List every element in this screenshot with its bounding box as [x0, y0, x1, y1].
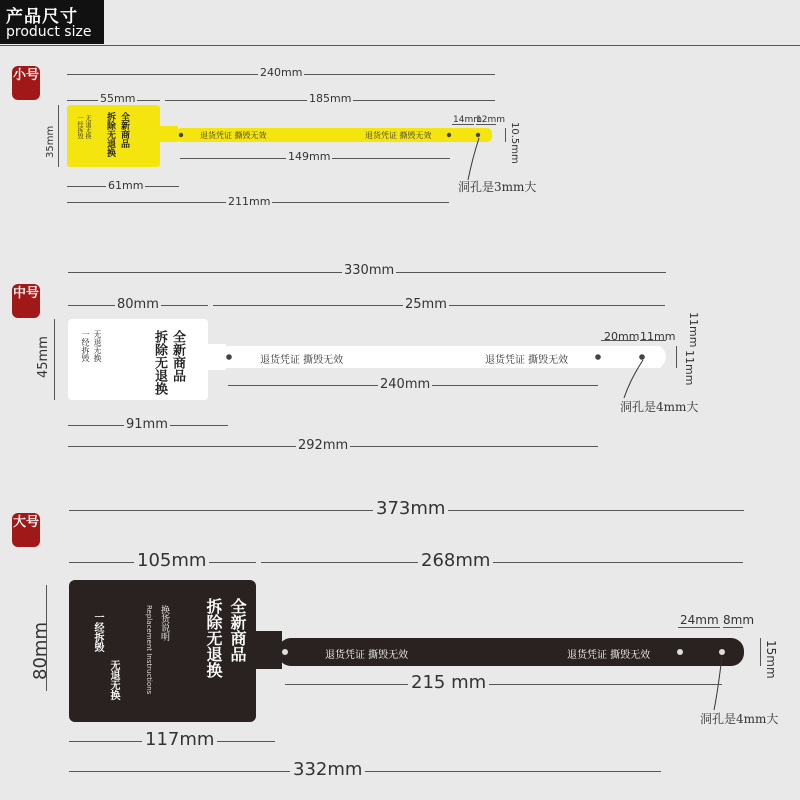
large-card-title-2: 拆除无退换 — [204, 598, 223, 678]
large-tip-a-line — [678, 627, 720, 628]
medium-total-length: 330mm — [344, 263, 395, 278]
large-hole-span: 215 mm — [408, 672, 489, 693]
large-tip-b-line — [723, 627, 743, 628]
small-card-small-1: 一经拆毁 — [76, 115, 83, 139]
small-hole-span: 149mm — [288, 150, 331, 163]
medium-hole-note: 洞孔是4mm大 — [620, 400, 699, 414]
medium-tip-b: 11mm — [640, 330, 676, 343]
large-hole-note: 洞孔是4mm大 — [700, 712, 779, 726]
large-tag-neck — [254, 631, 282, 669]
small-card-title-1: 全新商品 — [119, 112, 129, 148]
small-hole-note: 洞孔是3mm大 — [458, 180, 537, 194]
medium-card-title-1: 全新商品 — [170, 330, 185, 382]
small-size-badge: 小号 — [12, 66, 40, 100]
medium-card-title-2: 拆除无退换 — [152, 330, 167, 395]
small-card-width: 55mm — [100, 92, 136, 105]
large-card-height: 80mm — [30, 622, 51, 680]
large-tag-hole — [282, 649, 288, 655]
medium-hole-span: 240mm — [380, 377, 431, 392]
large-size-badge: 大号 — [12, 513, 40, 547]
small-tag-hole — [447, 133, 451, 137]
large-card-sub: 换货说明 — [159, 605, 169, 641]
medium-strap-text-2: 退货凭证 撕毁无效 — [485, 355, 569, 366]
medium-strap-width-line — [676, 346, 677, 368]
large-card-small-2: 无退无换 — [108, 660, 119, 700]
small-tag-neck — [158, 126, 178, 142]
large-card-width: 105mm — [134, 550, 209, 571]
medium-side-note: 11mm — [687, 312, 700, 348]
small-total-length: 240mm — [260, 66, 303, 79]
large-strap-text-1: 退货凭证 撕毁无效 — [325, 650, 409, 661]
medium-tag-hole — [595, 354, 601, 360]
medium-card-width: 80mm — [117, 297, 159, 312]
medium-strap-width: 11mm — [683, 350, 696, 386]
large-tip-b: 8mm — [723, 613, 755, 627]
medium-to-last-hole: 292mm — [298, 438, 349, 453]
large-total-length: 373mm — [373, 498, 448, 519]
small-tag-hole — [476, 133, 480, 137]
medium-tag-hole — [639, 354, 645, 360]
large-strap-length: 268mm — [418, 550, 493, 571]
large-hole-span-line — [285, 684, 722, 685]
medium-tip-a: 20mm — [604, 330, 640, 343]
medium-strap-length: 25mm — [405, 297, 447, 312]
medium-size-badge: 中号 — [12, 284, 40, 318]
small-strap-width-line — [505, 128, 506, 142]
large-card-small-1: 一经拆毁 — [92, 612, 103, 652]
small-card-height: 35mm — [45, 125, 56, 158]
large-card-sub-en: Replacement Instructions — [145, 605, 153, 695]
large-card-title-1: 全新商品 — [228, 598, 247, 662]
large-strap-width-line — [760, 638, 761, 666]
small-tag-hole — [179, 133, 183, 137]
small-height-dim-line — [58, 105, 59, 167]
small-card-title-2: 拆除无退换 — [105, 112, 115, 157]
large-strap-width: 15mm — [764, 640, 778, 679]
large-strap-dim-line — [261, 562, 743, 563]
small-tip-a: 14mm — [453, 115, 482, 125]
medium-height-dim-line — [54, 319, 55, 400]
medium-tag-hole — [226, 354, 232, 360]
page-subtitle: product size — [6, 24, 92, 40]
large-card-to-hole: 117mm — [142, 729, 217, 750]
large-tip-a: 24mm — [680, 613, 719, 627]
small-card-small-2: 无退无换 — [84, 115, 91, 139]
medium-card-small-1: 一经拆毁 — [81, 330, 90, 362]
large-strap-text-2: 退货凭证 撕毁无效 — [567, 650, 651, 661]
small-tip-b: 12mm — [476, 115, 505, 125]
small-card-to-hole: 61mm — [108, 179, 144, 192]
medium-card-height: 45mm — [36, 336, 51, 378]
medium-card-to-hole: 91mm — [126, 417, 168, 432]
small-strap-length: 185mm — [309, 92, 352, 105]
small-strap-text-2: 退货凭证 撕毁无效 — [365, 131, 432, 140]
small-hole-pointer — [468, 138, 479, 180]
large-tag-hole — [719, 649, 725, 655]
medium-card-small-2: 无退无换 — [93, 330, 102, 362]
medium-tag-neck — [206, 344, 226, 370]
large-to-last-hole: 332mm — [290, 759, 365, 780]
small-strap-text-1: 退货凭证 撕毁无效 — [200, 131, 267, 140]
small-to-last-hole: 211mm — [228, 195, 271, 208]
large-tag-hole — [677, 649, 683, 655]
small-strap-width: 10.5mm — [509, 122, 520, 164]
page-title: 产品尺寸 — [6, 7, 78, 27]
medium-strap-text-1: 退货凭证 撕毁无效 — [260, 355, 344, 366]
